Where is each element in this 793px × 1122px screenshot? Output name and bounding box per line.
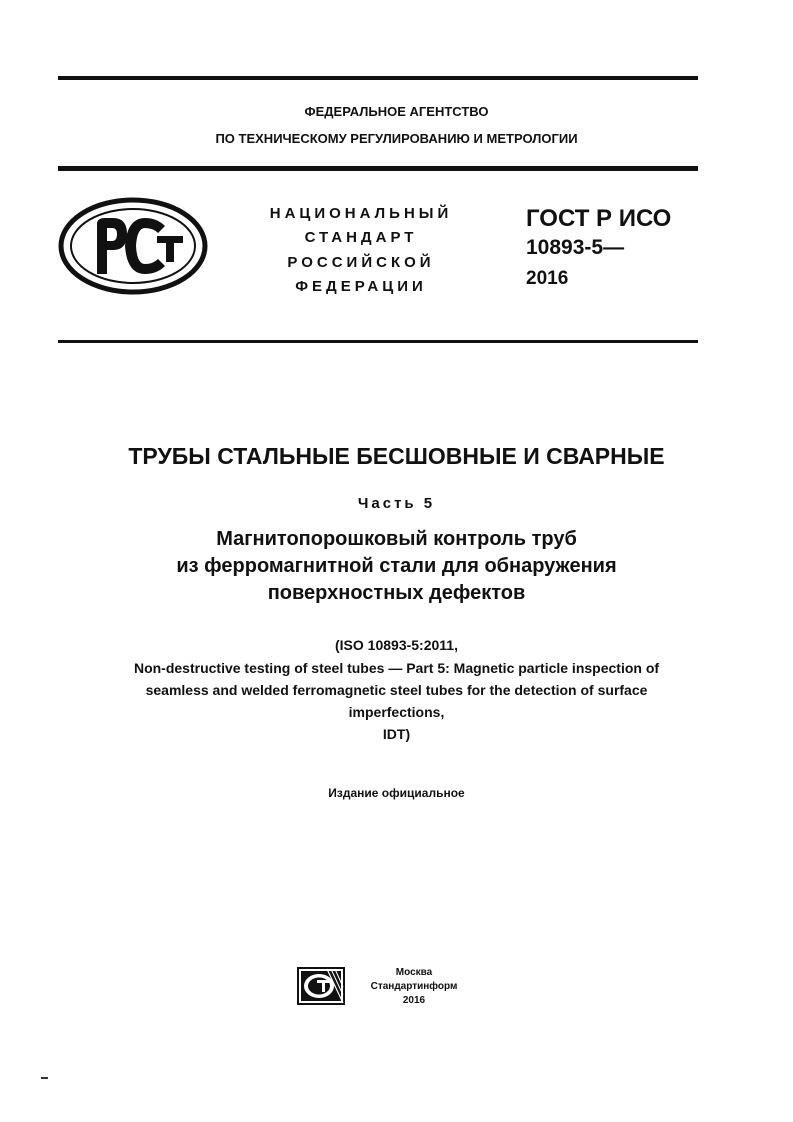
subtitle-line-1: Магнитопорошковый контроль труб [216,528,577,550]
iso-reference-line-1: (ISO 10893-5:2011, [335,637,458,653]
scan-mark [41,1077,48,1079]
subtitle-line-3: поверхностных дефектов [267,582,526,604]
document-title: ТРУБЫ СТАЛЬНЫЕ БЕСШОВНЫЕ И СВАРНЫЕ [128,443,665,469]
standard-type-line-2: СТАНДАРТ [304,229,418,246]
subtitle-line-2: из ферромагнитной стали для обнаружения [176,555,617,577]
top-divider [58,76,698,80]
publisher-name: Стандартинформ [370,981,458,992]
edition-label: Издание официальное [328,786,465,800]
designation-line-2: 10893-5— [526,236,625,259]
agency-line-2: ПО ТЕХНИЧЕСКОМУ РЕГУЛИРОВАНИЮ И МЕТРОЛОГИИ [215,131,578,146]
gost-r-certification-mark-icon [57,196,209,296]
standard-type-line-4: ФЕДЕРАЦИИ [295,278,427,295]
header-divider [58,166,698,171]
iso-reference-line-5: IDT) [382,726,411,742]
iso-reference-line-2: Non-destructive testing of steel tubes — Part 5: Magnetic particle inspection of [133,660,660,676]
standartinform-logo-icon [297,967,345,1005]
part-label: Часть 5 [357,495,436,512]
designation-line-3: 2016 [526,268,569,289]
designation-line-1: ГОСТ Р ИСО [526,205,672,232]
standard-type-line-1: НАЦИОНАЛЬНЫЙ [269,205,453,222]
standard-type-line-3: РОССИЙСКОЙ [287,254,435,271]
publisher-city: Москва [395,967,433,978]
iso-reference-line-3: seamless and welded ferromagnetic steel tubes for the detection of surface [145,682,648,698]
publisher-year: 2016 [402,995,426,1006]
designation-divider [58,340,698,343]
iso-reference-line-4: imperfections, [348,704,445,720]
agency-line-1: ФЕДЕРАЛЬНОЕ АГЕНТСТВО [304,104,489,119]
